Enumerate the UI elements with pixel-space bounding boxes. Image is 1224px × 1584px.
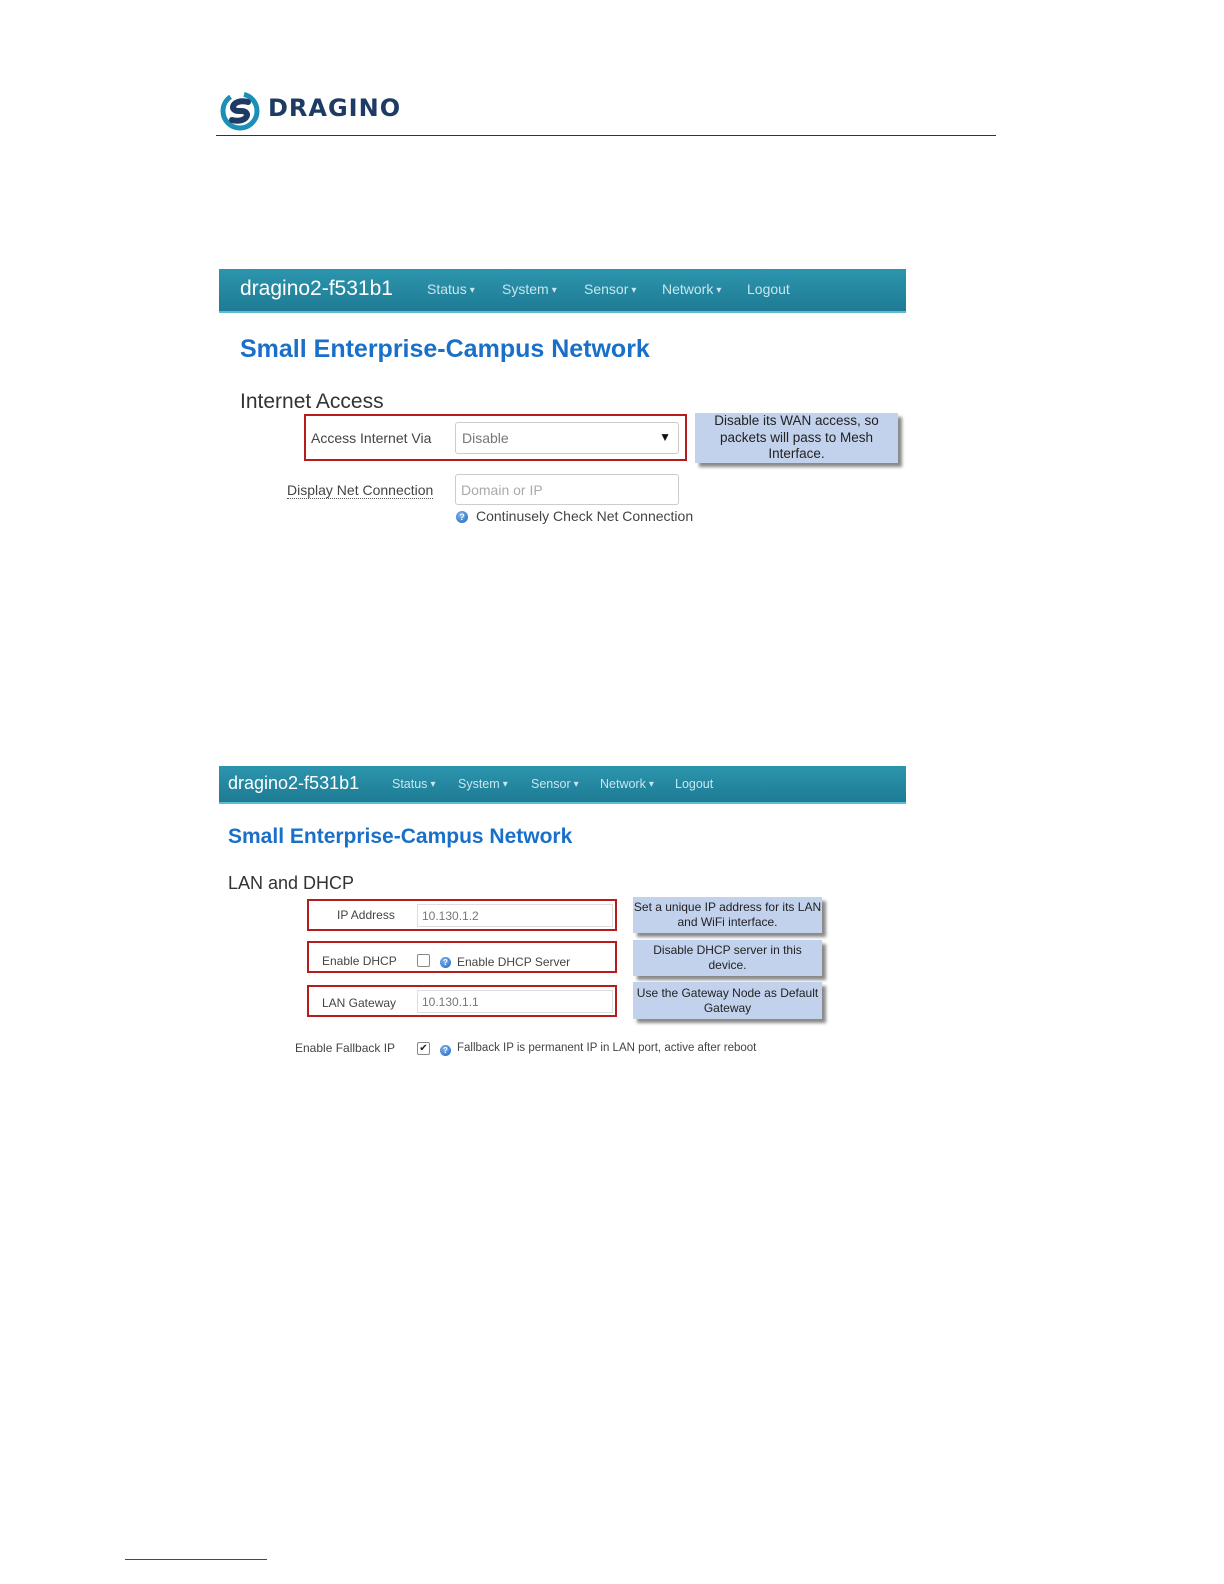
lan-gateway-label: LAN Gateway [322, 996, 397, 1010]
nav-network[interactable]: Network ▾ [662, 281, 722, 297]
display-net-input[interactable]: Domain or IP [455, 474, 679, 505]
dragino-logo-icon [218, 90, 264, 132]
footer-link-underline [125, 1559, 267, 1560]
callout-dhcp: Disable DHCP server in this device. [633, 940, 822, 976]
chevron-down-icon: ▾ [716, 284, 722, 296]
help-icon: ? [456, 511, 468, 523]
chevron-down-icon: ▾ [502, 779, 508, 791]
nav-sensor[interactable]: Sensor ▾ [584, 281, 637, 297]
enable-fallback-label: Enable Fallback IP [295, 1041, 396, 1055]
brand-hostname[interactable]: dragino2-f531b1 [240, 277, 393, 300]
ip-address-label: IP Address [337, 908, 395, 922]
page-title: Small Enterprise-Campus Network [228, 825, 573, 848]
nav-status[interactable]: Status ▾ [392, 777, 436, 791]
header-divider [216, 135, 996, 136]
enable-dhcp-label: Enable DHCP [322, 954, 397, 968]
page-title: Small Enterprise-Campus Network [240, 335, 650, 363]
access-internet-select[interactable] [455, 422, 679, 454]
access-internet-value: Disable [462, 430, 509, 446]
nav-logout[interactable]: Logout [675, 777, 714, 791]
nav-logout[interactable]: Logout [747, 281, 790, 297]
nav-sensor[interactable]: Sensor ▾ [531, 777, 579, 791]
callout-ip: Set a unique IP address for its LAN and WiFi interface. [633, 897, 822, 933]
chevron-down-icon: ▾ [648, 779, 654, 791]
nav-system[interactable]: System ▾ [458, 777, 508, 791]
chevron-down-icon: ▾ [551, 284, 557, 296]
nav-network[interactable]: Network ▾ [600, 777, 654, 791]
help-icon: ? [440, 1045, 451, 1056]
chevron-down-icon: ▾ [469, 284, 475, 296]
chevron-down-icon: ▾ [631, 284, 637, 296]
help-icon: ? [440, 957, 451, 968]
screenshot-internet-access [219, 269, 906, 539]
navbar [219, 766, 906, 804]
navbar [219, 269, 906, 313]
brand-hostname[interactable]: dragino2-f531b1 [228, 773, 360, 793]
access-internet-label: Access Internet Via [311, 430, 432, 446]
screenshot-lan-dhcp [219, 766, 906, 1066]
section-title: Internet Access [240, 390, 384, 413]
dropdown-arrow-icon: ▼ [659, 430, 671, 444]
chevron-down-icon: ▾ [430, 779, 436, 791]
ip-address-input[interactable]: 10.130.1.2 [417, 904, 613, 927]
enable-fallback-checkbox[interactable]: ✔ [417, 1042, 430, 1055]
display-net-label: Display Net Connection [287, 482, 434, 498]
lan-gateway-input[interactable]: 10.130.1.1 [417, 990, 613, 1013]
display-net-help: Continusely Check Net Connection [476, 508, 694, 524]
enable-dhcp-help: Enable DHCP Server [457, 955, 571, 969]
callout-gateway: Use the Gateway Node as Default Gateway [633, 982, 822, 1019]
section-title: LAN and DHCP [228, 873, 355, 893]
chevron-down-icon: ▾ [573, 779, 579, 791]
fallback-help: Fallback IP is permanent IP in LAN port, active after reboot [457, 1042, 757, 1054]
logo-text: DRAGINO [268, 94, 402, 122]
nav-status[interactable]: Status ▾ [427, 281, 475, 297]
nav-system[interactable]: System ▾ [502, 281, 557, 297]
dragino-logo [218, 90, 402, 132]
callout-wan: Disable its WAN access, so packets will pass to Mesh Interface. [695, 413, 898, 463]
enable-dhcp-checkbox[interactable] [417, 954, 430, 967]
